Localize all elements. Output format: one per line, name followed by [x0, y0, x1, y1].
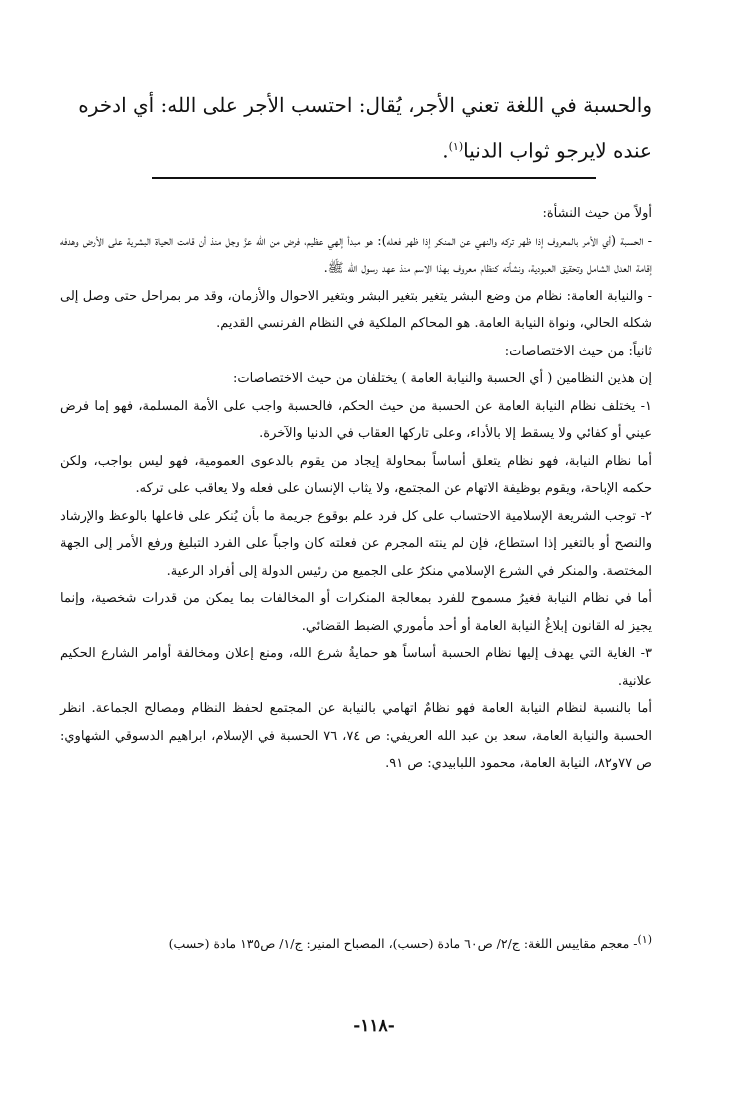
note-paragraph: أما في نظام النيابة فغيرُ مسموح للفرد بمعالجة المنكرات أو المخالفات بما يمكن من قدرات شخصية، وإنما يجيز له القانون إبلاغُ النيابة العامة أو أحد مأموري الضبط القضائي.	[60, 591, 652, 634]
footnote-ref: (١)	[448, 140, 464, 153]
heading-competencies: ثانياً: من حيث الاختصاصات:	[504, 343, 652, 359]
note-paragraph: ١- يختلف نظام النيابة العامة عن الحسبة من حيث الحكم، فالحسبة واجب على الأمة المسلمة، فهو إما فرض عيني أو كفائي ولا يسقط إلا بالأداء، وعلى تاركها العقاب في الدنيا والآخرة.	[60, 398, 652, 441]
note-paragraph: أما بالنسبة لنظام النيابة العامة فهو نظامٌ اتهامي بالنيابة عن المجتمع لحفظ النظام ومصالح الجماعة. انظر الحسبة والنيابة العامة، سعد بن عبد الله العريفي: ص ٧٤، ٧٦ الحسبة في الإسلام، ابراهيم الدسوقي الشهاوي: ص ٧٧و٨٢، النيابة العامة، محمود اللبابيدي: ص ٩١.	[60, 701, 652, 771]
footnote-divider	[152, 177, 596, 179]
footnote	[60, 928, 652, 956]
main-line-2-text: عنده لايرجو ثواب الدنيا	[463, 138, 652, 163]
notes-block	[60, 200, 652, 778]
page-number: -١١٨-	[353, 1016, 395, 1036]
note-paragraph: إن هذين النظامين ( أي الحسبة والنيابة العامة ) يختلفان من حيث الاختصاصات:	[233, 371, 652, 386]
note-paragraph: - والنيابة العامة: نظام من وضع البشر يتغير بتغير البشر وبتغير الاحوال والأزمان، وقد مر بمراحل حتى وصل إلى شكله الحالي، ونواة النيابة العامة. هو المحاكم الملكية في النظام الفرنسي القديم.	[60, 288, 652, 331]
note-paragraph: ٣- الغاية التي يهدف إليها نظام الحسبة أساساً هو حمايةُ شرع الله، ومنع إعلان ومخالفة أوامر الشارع الحكيم علانية.	[60, 646, 652, 689]
main-line-2	[60, 126, 652, 172]
heading-origin: أولاً من حيث النشأة:	[542, 206, 652, 221]
footnote-text: - معجم مقاييس اللغة: ج/٢/ ص٦٠ مادة (حسب)، المصباح المنير: ج/١/ ص١٣٥ مادة (حسب)	[168, 936, 638, 952]
main-line-2-end: .	[442, 138, 449, 163]
footnote-marker: (١)	[637, 933, 652, 946]
main-line-1: والحسبة في اللغة تعني الأجر، يُقال: احتسب الأجر على الله: أي ادخره	[78, 93, 652, 117]
note-paragraph: أما نظام النيابة، فهو نظام يتعلق أساساً بمحاولة إيجاد من يقوم بالدعوى العمومية، فهو ليس بواجب، ولكن حكمه الإباحة، ويقوم بوظيفة الاتهام عن المجتمع، ولا يثاب الإنسان على فعله ولا يعاقب على تركه.	[60, 453, 652, 496]
main-text	[60, 84, 652, 172]
note-paragraph: - الحسبة (أي الأمر بالمعروف إذا ظهر تركه والنهي عن المنكر إذا ظهر فعله): هو مبدأ إلهي عظيم، فرض من الله عزَّ وجل منذ أن قامت الحياة البشرية على الأرض وهدفه إقامة العدل الشامل وتحقيق العبودية، ونشأته كنظام معروف بهذا الاسم منذ عهد رسول الله ﷺ.	[60, 233, 652, 276]
note-paragraph: ٢- توجب الشريعة الإسلامية الاحتساب على كل فرد علم بوقوع جريمة ما بأن يُنكر على فاعلها بالوعظ والإرشاد والنصح أو بالتغير إذا استطاع، فإن لم ينته المجرم عن فعلته كان واجباً على الفرد التبليغ ورفع الأمر إلى الجهة المختصة. والمنكر في الشرع الإسلامي منكرٌ على الجميع من رئيس الدولة إلى أفراد الرعية.	[60, 508, 652, 579]
